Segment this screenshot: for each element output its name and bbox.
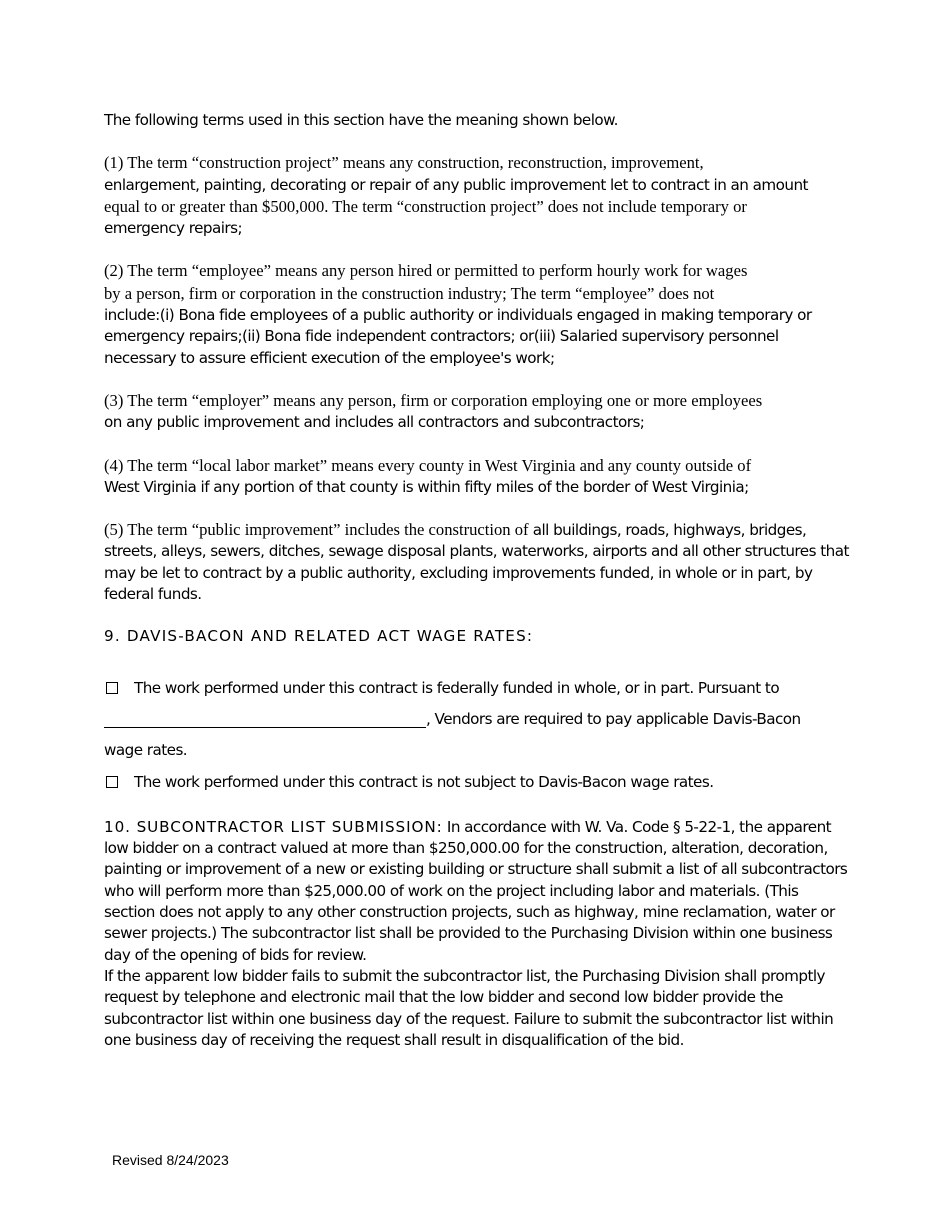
federal-funded-checkbox[interactable] [106, 682, 118, 694]
option-federal-line2: , Vendors are required to pay applicable Davis-Bacon [426, 709, 801, 728]
document-page [104, 110, 849, 1051]
definition-4-lead: (4) The term “local labor market” means every county in West Virginia and any county outside of [104, 455, 752, 475]
option-federal-line3: wage rates. [104, 741, 188, 760]
definition-5 [104, 519, 849, 605]
davis-bacon-option-federal-line2 [104, 709, 849, 730]
option-federal-line1: The work performed under this contract is federally funded in whole, or in part. Pursuant to [134, 678, 780, 697]
definition-2-lead: (2) The term “employee” means any person hired or permitted to perform hourly work for wages [104, 261, 748, 281]
section-10-body-1: In accordance with W. Va. Code § 5-22-1, the apparent low bidder on a contract valued at more than $250,000.00 for the construction, alteration, decoration, painting or improvement of a new or existing building or structure shall submit a list of all subcontractors who will perform more than $25,000.00 of work on the project including labor and materials. (This section does not apply to any other construction projects, such as highway, mine reclamation, water or sewer projects.) The subcontractor list shall be provided to the Purchasing Division within one business day of the opening of bids for review. [104, 817, 848, 964]
pursuant-to-blank-field[interactable] [104, 712, 426, 728]
option-not-subject-text: The work performed under this contract is not subject to Davis-Bacon wage rates. [134, 772, 714, 791]
definition-1-lead: (1) The term “construction project” means any construction, reconstruction, improvement, [104, 153, 704, 173]
section-10 [104, 817, 849, 966]
definition-2 [104, 260, 849, 368]
definition-1-lead2: equal to or greater than $500,000. The term “construction project” does not include temporary or [104, 196, 747, 216]
definition-2-rest: include:(i) Bona fide employees of a public authority or individuals engaged in making temporary or emergency repairs;(ii) Bona fide independent contractors; or(iii) Salaried supervisory personnel necessary to assure efficient execution of the employee's work; [104, 306, 812, 367]
definition-3 [104, 390, 849, 434]
definition-1-rest2: emergency repairs; [104, 219, 243, 238]
davis-bacon-option-federal [104, 678, 849, 699]
davis-bacon-option-not-subject [104, 772, 849, 793]
section-10-body-2: If the apparent low bidder fails to submit the subcontractor list, the Purchasing Division shall promptly request by telephone and electronic mail that the low bidder and second low bidder provide the subcontractor list within one business day of the request. Failure to submit the subcontractor list within one business day of receiving the request shall result in disqualification of the bid. [104, 966, 834, 1049]
not-subject-checkbox[interactable] [106, 776, 118, 788]
revision-footer: Revised 8/24/2023 [112, 1152, 229, 1168]
definition-5-rest: all buildings, roads, highways, bridges, streets, alleys, sewers, ditches, sewage disposal plants, waterworks, airports and all other structures that may be let to contract by a public authority, excluding improvements funded, in whole or in part, by federal funds. [104, 521, 849, 604]
intro-text: The following terms used in this section have the meaning shown below. [104, 111, 618, 129]
section-9-heading: 9. DAVIS-BACON AND RELATED ACT WAGE RATES: [104, 627, 534, 646]
definition-4-rest: West Virginia if any portion of that county is within fifty miles of the border of West Virginia; [104, 477, 749, 496]
section-10-heading: 10. SUBCONTRACTOR LIST SUBMISSION: [104, 817, 443, 836]
definition-3-rest: on any public improvement and includes all contractors and subcontractors; [104, 413, 645, 432]
definition-1-rest: enlargement, painting, decorating or repair of any public improvement let to contract in an amount [104, 175, 808, 194]
definition-3-lead: (3) The term “employer” means any person, firm or corporation employing one or more employees [104, 390, 763, 410]
definition-5-lead: (5) The term “public improvement” includes the construction of [104, 520, 533, 540]
definition-1 [104, 152, 849, 239]
definition-2-lead2: by a person, firm or corporation in the construction industry; The term “employee” does not [104, 283, 715, 303]
definition-4 [104, 455, 849, 499]
